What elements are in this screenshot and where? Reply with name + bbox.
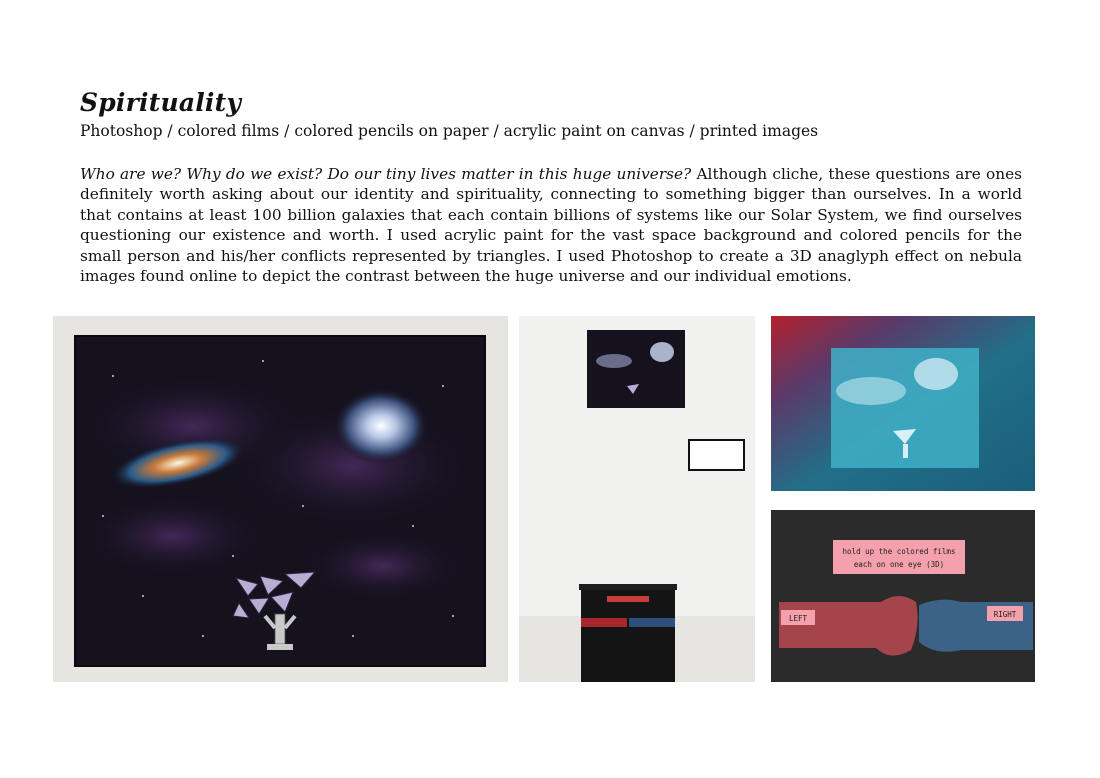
- films-photo: [771, 510, 1035, 682]
- intro-questions: Who are we? Why do we exist? Do our tiny lives matter in this huge universe?: [80, 165, 692, 183]
- left-label: LEFT: [788, 614, 808, 623]
- sign-line-1: hold up the colored films: [842, 547, 956, 556]
- installation-photo: [519, 316, 755, 682]
- media-line: Photoshop / colored films / colored pencils on paper / acrylic paint on canvas / printed images: [80, 122, 819, 140]
- description: [80, 164, 1022, 286]
- right-label: RIGHT: [993, 610, 1017, 619]
- painting-photo: [53, 316, 508, 682]
- page-title: Spirituality: [80, 88, 242, 117]
- description-body: Although cliche, these questions are ones definitely worth asking about our identity and spirituality, connecting to something bigger than ourselves. In a world that contains at least 100 billion galaxies that each contain billions of systems like our Solar System, we find ourselves questioning our existence and worth. I used acrylic paint for the vast space background and colored pencils for the small person and his/her conflicts represented by triangles. I used Photoshop to create a 3D anaglyph effect on nebula images found online to depict the contrast between the huge universe and our individual emotions.: [80, 165, 1022, 286]
- sign-line-2: each on one eye (3D): [853, 560, 945, 569]
- anaglyph-photo: [771, 316, 1035, 491]
